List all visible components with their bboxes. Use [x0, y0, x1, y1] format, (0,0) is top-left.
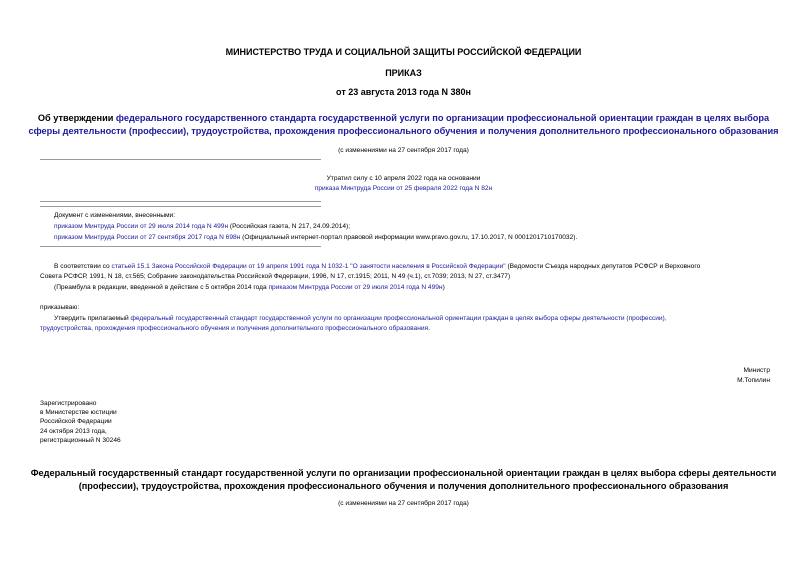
lost-force-note: Утратил силу с 10 апреля 2022 года на основании — [326, 175, 481, 182]
amendments-intro: Документ с изменениями, внесенными: — [54, 212, 176, 219]
title-link[interactable]: федерального государственного стандарта государственной услуги по организации профессиональной ориентации граждан в целях выбора — [115, 113, 770, 123]
title-link-line-2[interactable]: сферы деятельности (профессии), трудоустройства, прохождения профессионального обучения и получения дополнительного профессионального образования — [28, 126, 779, 136]
amendment-link-2[interactable]: приказом Минтруда России от 27 сентября 2017 года N 698н — [54, 234, 241, 241]
divider — [40, 159, 321, 160]
divider — [40, 246, 321, 247]
order-word: приказываю: — [40, 304, 80, 311]
standard-link-line-2[interactable]: трудоустройства, прохождения профессионального обучения и получения дополнительного профессионального образования — [40, 325, 429, 332]
edit-note-end: ) — [442, 284, 445, 291]
date-number-heading: от 23 августа 2013 года N 380н — [336, 87, 471, 97]
standard-changes-note: (с изменениями на 27 сентября 2017 года) — [338, 500, 469, 507]
lost-force-basis-link[interactable]: приказа Минтруда России от 25 февраля 2022 года N 82н — [314, 185, 493, 192]
preamble-paragraph — [40, 262, 780, 271]
edit-note-text: (Преамбула в редакции, введенной в действие с 5 октября 2014 года — [54, 284, 269, 291]
preamble-text: В соответствии со — [54, 263, 112, 270]
registration-line: в Министерстве юстиции — [40, 409, 117, 417]
divider — [40, 206, 321, 207]
registration-line: Зарегистрировано — [40, 400, 97, 407]
standard-title — [0, 467, 807, 493]
doc-type-heading: ПРИКАЗ — [385, 68, 422, 78]
approve-end: . — [428, 325, 430, 332]
signature-name: М.Топилин — [737, 377, 770, 384]
amendment-source-2: (Официальный интернет-портал правовой информации www.pravo.gov.ru, 17.10.2017, N 0001201710170032). — [240, 234, 578, 241]
law-link[interactable]: статьей 15.1 Закона Российской Федерации от 19 апреля 1991 года N 1032-1 "О занятости населения в Российской Федерации" — [111, 263, 506, 270]
amendment-item-2 — [54, 233, 794, 242]
registration-block — [40, 399, 121, 445]
title-prefix: Об утверждении — [37, 113, 116, 123]
preamble-sources-line: Совета РСФСР, 1991, N 18, ст.565; Собрание законодательства Российской Федерации, 1996, N 17, ст.1915; 2011, N 49 (ч.1), ст.7039; 2013, N 27, ст.3477) — [40, 273, 511, 280]
preamble-edit-note — [54, 283, 794, 292]
ministry-heading: МИНИСТЕРСТВО ТРУДА И СОЦИАЛЬНОЙ ЗАЩИТЫ РОССИЙСКОЙ ФЕДЕРАЦИИ — [225, 47, 582, 57]
title-changes-note: (с изменениями на 27 сентября 2017 года) — [338, 147, 469, 154]
registration-line: 24 октября 2013 года, — [40, 427, 107, 435]
approve-paragraph-line-2 — [40, 324, 780, 333]
edit-note-link[interactable]: приказом Минтруда России от 29 июля 2014 года N 499н — [268, 284, 443, 291]
signature-position: Министр — [743, 367, 770, 374]
amendment-item-1 — [54, 222, 794, 231]
registration-line: Российской Федерации — [40, 418, 112, 426]
registration-line: регистрационный N 30246 — [40, 436, 121, 444]
divider — [40, 201, 321, 202]
amendment-source-1: (Российская газета, N 217, 24.09.2014); — [228, 223, 351, 230]
document-title — [0, 112, 807, 138]
standard-title-line-1: Федеральный государственный стандарт государственной услуги по организации профессиональной ориентации граждан в целях выбора сферы деятельности — [30, 468, 777, 478]
standard-title-line-2: (профессии), трудоустройства, прохождения профессионального обучения и получения дополнительного профессионального образования — [78, 481, 729, 491]
preamble-source: (Ведомости Съезда народных депутатов РСФСР и Верховного — [505, 263, 701, 270]
standard-link[interactable]: федеральный государственный стандарт государственной услуги по организации профессиональной ориентации граждан в целях выбора сферы деятельности (профессии), — [130, 315, 667, 322]
title-line-1 — [0, 112, 807, 125]
approve-paragraph — [54, 314, 794, 323]
approve-text: Утвердить прилагаемый — [54, 315, 131, 322]
amendment-link-1[interactable]: приказом Минтруда России от 29 июля 2014 года N 499н — [54, 223, 229, 230]
